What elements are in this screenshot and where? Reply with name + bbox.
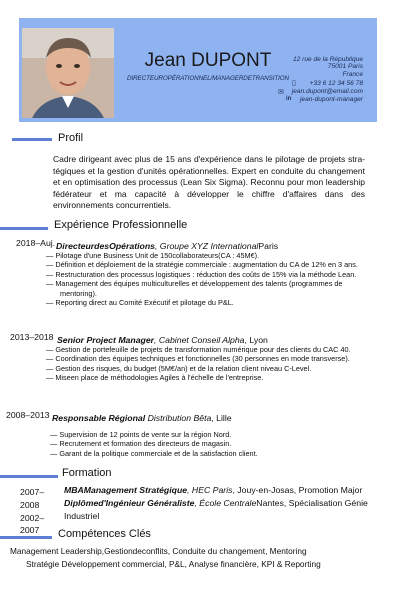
job-header (52, 408, 232, 426)
section-divider (0, 227, 48, 230)
section-divider (0, 536, 52, 539)
list-item: — Management des équipes multiculturelles et développement des talents (programmes de mentoring). (46, 279, 343, 298)
job-dates: 2008–2013 (6, 410, 50, 420)
profile-photo (22, 28, 114, 118)
edu-dates: 2007 (20, 525, 40, 535)
edu-school: , HEC Paris (187, 485, 233, 495)
edu-dates: 2008 (20, 500, 40, 510)
contact-country: France (342, 71, 363, 78)
section-title-profile: Profil (58, 132, 84, 144)
job-bullets (46, 251, 370, 307)
list-item: — Supervision de 12 points de vente sur la région Nord. (50, 430, 232, 439)
job-location: , Lyon (244, 335, 268, 345)
job-location: Paris (258, 241, 279, 251)
section-title-education: Formation (62, 467, 112, 479)
list-item: — Miseen place de méthodologies Agiles à l'échelle de l'entreprise. (46, 373, 264, 383)
edu-dates: 2002– (20, 513, 45, 523)
job-company: , Cabinet Conseil Alpha (154, 335, 245, 345)
job-bullets (50, 430, 290, 458)
skills-management: Management Leadership,Gestiondeconflits, Conduite du changement, Mentoring (10, 546, 307, 556)
contact-email[interactable]: jean.dupont@email.com (291, 88, 363, 95)
contact-street: 12 rue de la République (292, 56, 363, 63)
list-item: — Coordination des équipes techniques et fonctionnelles (30 personnes en mode transverse). (46, 354, 350, 364)
section-divider (0, 475, 58, 478)
candidate-job-title: DIRECTEUROPÉRATIONNEL/MANAGERDETRANSITION (127, 75, 289, 82)
edu-school: , École Centrale (194, 498, 257, 508)
edu-dates: 2007– (20, 487, 45, 497)
edu-degree: Diplômed'Ingénieur Généraliste (64, 498, 195, 508)
skills-strategy: Stratégie Développement commercial, P&L, Analyse financière, KPI & Reporting (26, 559, 321, 569)
list-item: — Définition et déploiement de la stratégie commerciale : augmentation du CA de 12% en 3 ans. (46, 260, 358, 270)
list-item: — Restructuration des processus logistiques : réduction des coûts de 15% via la méthode Lean. (46, 269, 357, 279)
contact-city: 75001 Paris (327, 63, 363, 70)
section-title-experience: Expérience Professionnelle (54, 219, 188, 231)
list-item: — Reporting direct au Comité Exécutif et pilotage du P&L. (46, 298, 234, 308)
linkedin-icon: in (286, 96, 292, 102)
job-role: DirecteurdesOpérations (56, 241, 155, 251)
job-role: Senior Project Manager (57, 335, 155, 345)
edu-detail: , Jouy-en-Josas, Promotion Major (232, 485, 363, 495)
list-item: — Garant de la politique commerciale et de la satisfaction client. (50, 448, 258, 458)
edu-entry (64, 498, 368, 508)
edu-detail: Industriel (64, 511, 100, 521)
job-dates: 2018–Auj. (16, 238, 56, 248)
edu-detail: Nantes, Spécialisation Génie (256, 498, 368, 508)
job-dates: 2013–2018 (10, 332, 54, 342)
job-location: , Lille (211, 413, 232, 423)
section-title-skills: Compétences Clés (58, 528, 151, 540)
profile-summary: Cadre dirigeant avec plus de 15 ans d'expérience dans le pilotage de projets stra- tégiques et la gestion d'unités opérationnelles. Expert en conduite du changement et en optimisation des processus (Lean Six Sigma). Reconnu pour mon leadership fédérateur et ma capacité à développer le chiffre d'affaires dans des environnements concurrentiels. (53, 154, 365, 210)
contact-phone: +33 6 12 34 56 78 (309, 80, 363, 87)
edu-entry (64, 485, 362, 495)
portrait-image (22, 28, 114, 118)
candidate-name: Jean DUPONT (144, 50, 272, 71)
contact-linkedin[interactable]: jean-dupont-manager (299, 96, 363, 103)
mail-icon: ✉ (278, 89, 284, 96)
section-divider (12, 138, 52, 141)
list-item: — Recrutement et formation des directeurs de magasin. (50, 439, 232, 449)
phone-icon: ▯ (292, 80, 296, 87)
job-company: , Groupe XYZ International (154, 241, 259, 251)
list-item: — Pilotage d'une Business Unit de 150collaborateurs(CA : 45M€). (46, 251, 260, 260)
edu-degree: MBAManagement Stratégique (64, 485, 188, 495)
job-bullets (46, 345, 370, 383)
job-company: Distribution Bêta (145, 413, 212, 423)
job-role: Responsable Régional (52, 413, 146, 423)
list-item: — Gestion des risques, du budget (5M€/an) et de la relation client niveau C-Level. (46, 363, 312, 373)
list-item: — Gestion de portefeuille de projets de transformation numérique pour des clients du CAC 40. (46, 345, 351, 354)
